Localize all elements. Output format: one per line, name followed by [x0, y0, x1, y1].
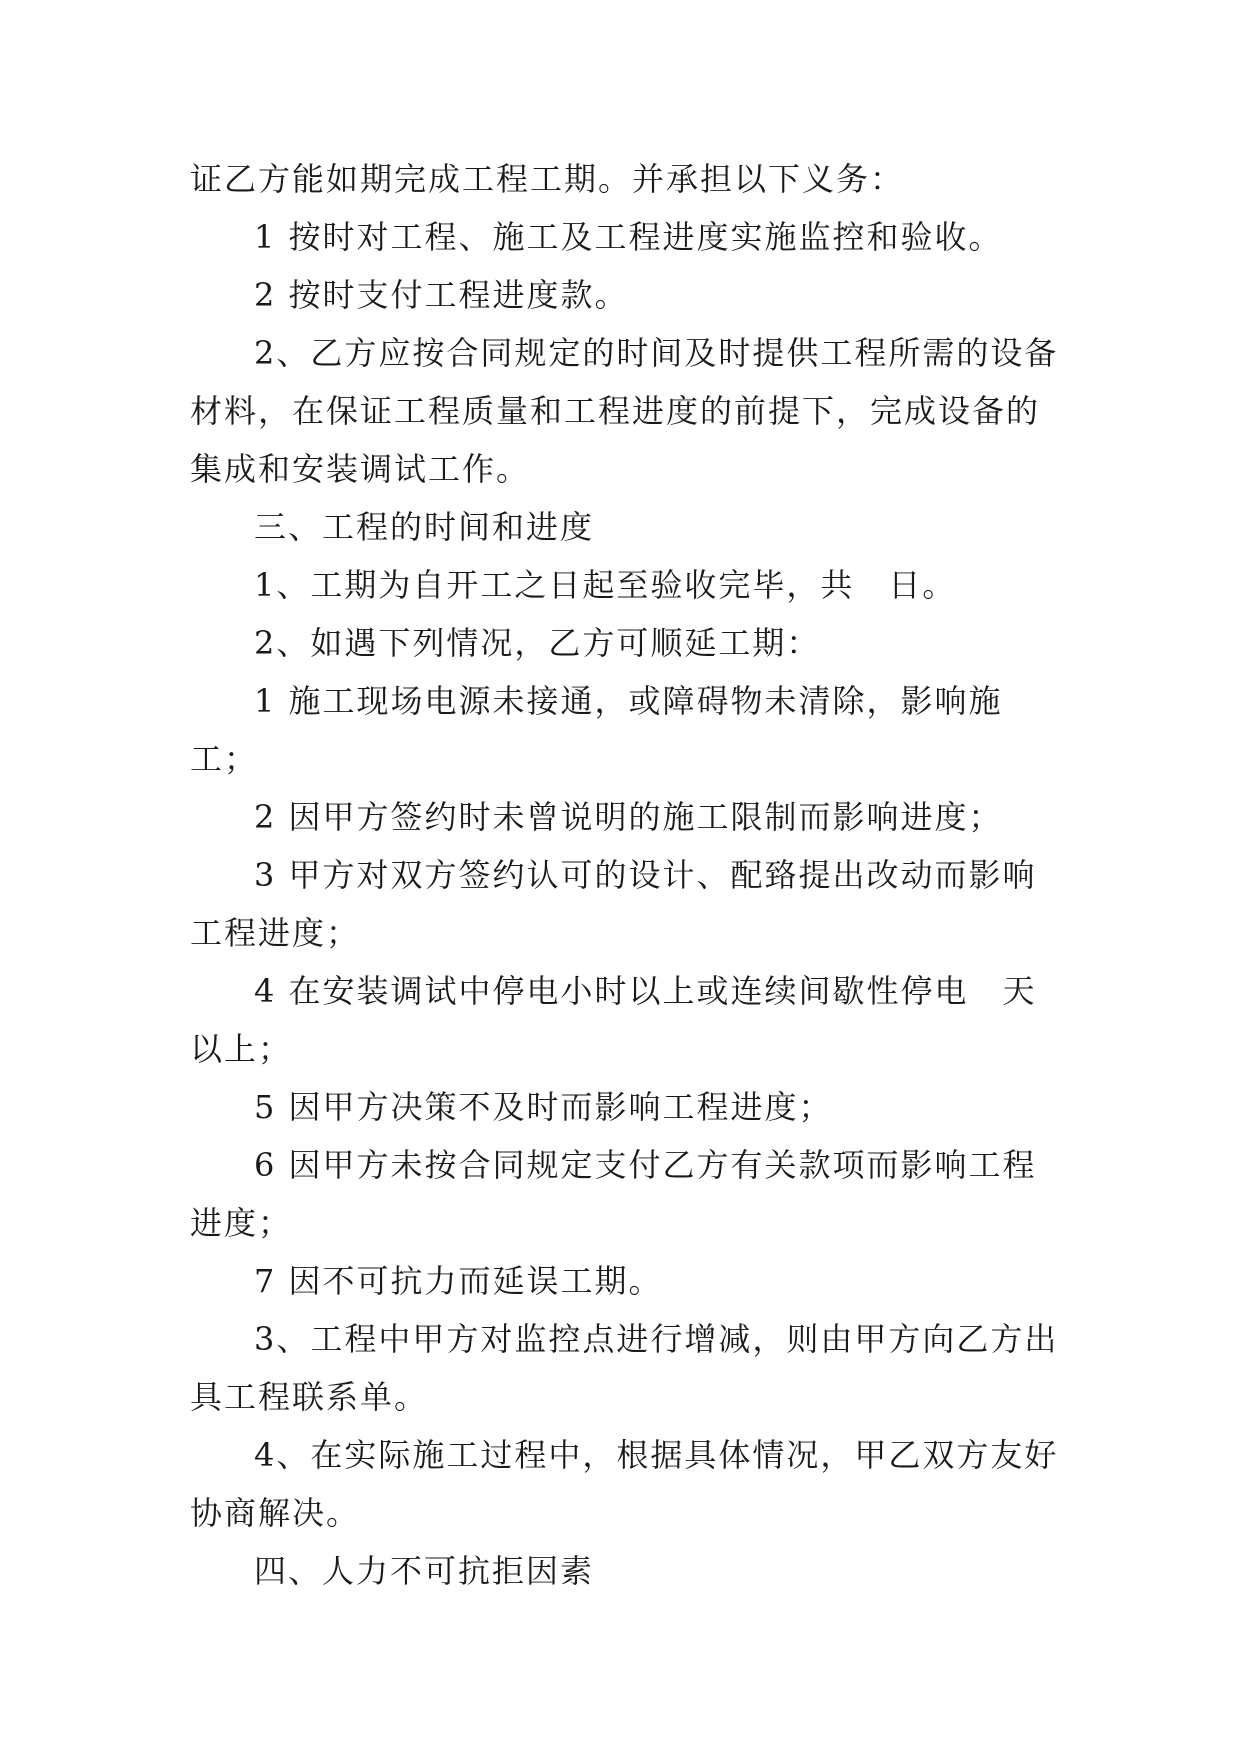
paragraph-obligations-intro: 证乙方能如期完成工程工期。并承担以下义务：	[190, 160, 905, 198]
paragraph-negotiation: 4、在实际施工过程中，根据具体情况，甲乙双方友好协商解决。	[190, 1436, 1059, 1532]
list-item-force-majeure: 7 因不可抗力而延误工期。	[254, 1262, 663, 1300]
paragraph-item-2-payment: 2 按时支付工程进度款。	[254, 276, 629, 314]
list-item-power-obstacles: 1 施工现场电源未接通，或障碍物未清除，影响施工；	[190, 682, 1003, 778]
paragraph-monitoring-point-changes: 3、工程中甲方对监控点进行增减，则由甲方向乙方出具工程联系单。	[190, 1320, 1059, 1416]
list-item-payment-delay: 6 因甲方未按合同规定支付乙方有关款项而影响工程进度；	[190, 1146, 1037, 1242]
paragraph-extension-conditions: 2、如遇下列情况，乙方可顺延工期：	[254, 624, 821, 662]
list-item-design-changes: 3 甲方对双方签约认可的设计、配臵提出改动而影响工程进度；	[190, 856, 1037, 952]
section-heading-schedule: 三、工程的时间和进度	[254, 508, 595, 546]
list-item-power-outage: 4 在安装调试中停电小时以上或连续间歇性停电 天以上；	[190, 972, 1037, 1068]
document-body	[190, 150, 1070, 1600]
section-heading-force-majeure: 四、人力不可抗拒因素	[254, 1552, 595, 1590]
paragraph-party-b-obligations: 2、乙方应按合同规定的时间及时提供工程所需的设备材料，在保证工程质量和工程进度的前提下，完成设备的集成和安装调试工作。	[190, 334, 1059, 488]
list-item-construction-limits: 2 因甲方签约时未曾说明的施工限制而影响进度；	[254, 798, 1003, 836]
paragraph-duration: 1、工期为自开工之日起至验收完毕，共 日。	[254, 566, 957, 604]
list-item-decision-delay: 5 因甲方决策不及时而影响工程进度；	[254, 1088, 833, 1126]
paragraph-item-1-monitoring: 1 按时对工程、施工及工程进度实施监控和验收。	[254, 218, 1003, 256]
